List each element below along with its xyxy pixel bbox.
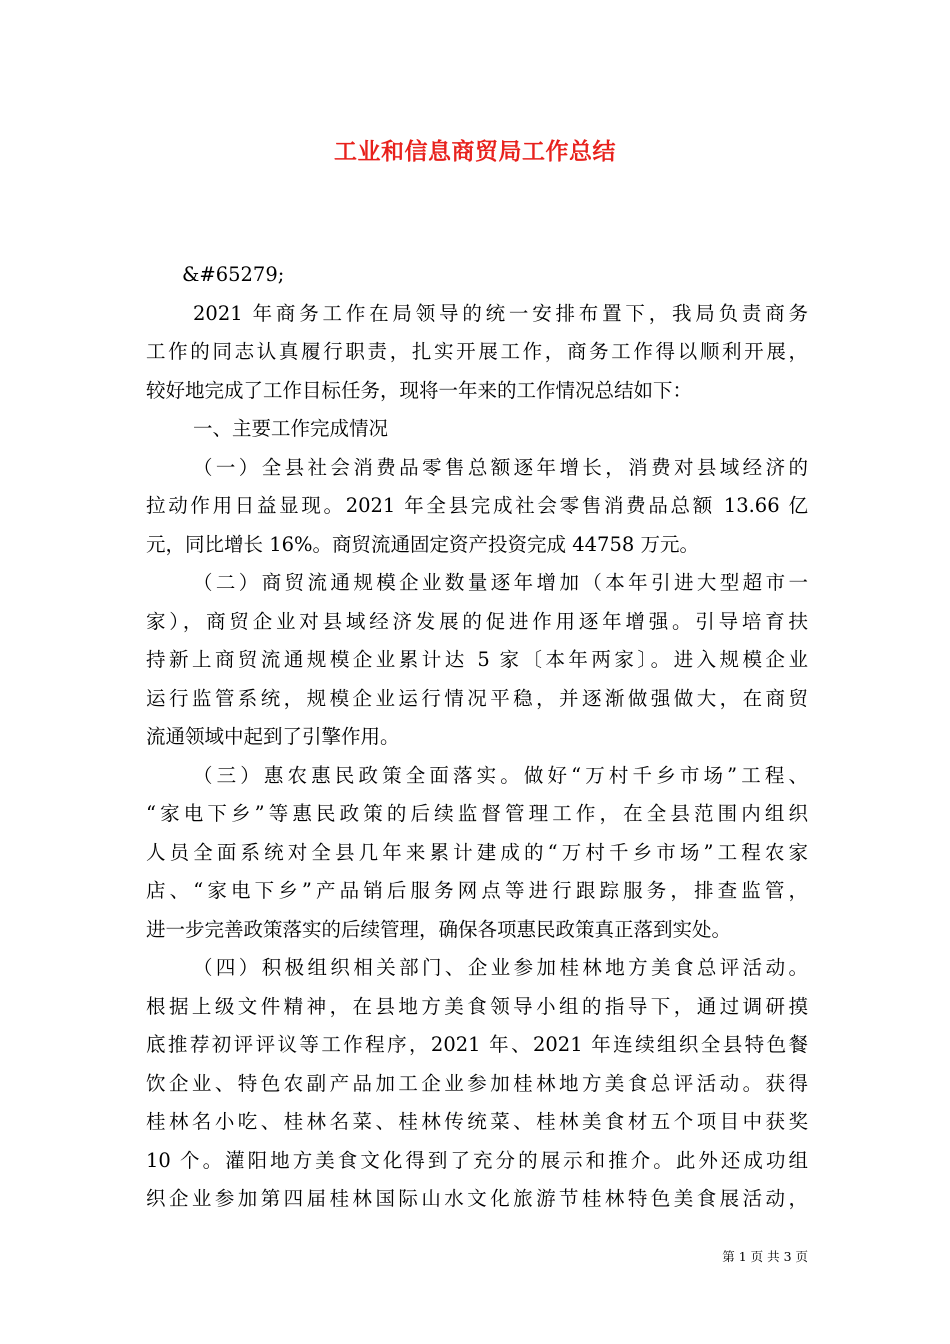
body-line: 2021 年商务工作在局领导的统一安排布置下，我局负责商务 xyxy=(193,301,808,325)
document-title: 工业和信息商贸局工作总结 xyxy=(334,138,616,165)
body-line: 桂林名小吃、桂林名菜、桂林传统菜、桂林美食材五个项目中获奖 xyxy=(146,1110,808,1133)
body-line: “家电下乡”等惠民政策的后续监督管理工作，在全县范围内组织 xyxy=(146,802,808,825)
body-line: 10 个。灌阳地方美食文化得到了充分的展示和推介。此外还成功组 xyxy=(146,1148,808,1172)
body-line: 底推荐初评评议等工作程序，2021 年、2021 年连续组织全县特色餐 xyxy=(146,1033,808,1056)
body-line: 元，同比增长 16%。商贸流通固定资产投资完成 44758 万元。 xyxy=(146,532,699,556)
body-line: &#65279; xyxy=(182,263,285,286)
body-line: 饮企业、特色农副产品加工企业参加桂林地方美食总评活动。获得 xyxy=(146,1071,808,1095)
body-line: 根据上级文件精神，在县地方美食领导小组的指导下，通过调研摸 xyxy=(146,994,808,1018)
section-heading: 一、主要工作完成情况 xyxy=(193,417,389,440)
body-line: 进一步完善政策落实的后续管理，确保各项惠民政策真正落到实处。 xyxy=(146,917,732,941)
body-line: 较好地完成了工作目标任务，现将一年来的工作情况总结如下： xyxy=(146,378,693,402)
body-line: 持新上商贸流通规模企业累计达 5 家〔本年两家〕。进入规模企业 xyxy=(146,648,808,671)
body-line: 拉动作用日益显现。2021 年全县完成社会零售消费品总额 13.66 亿 xyxy=(146,494,808,517)
body-line: （四）积极组织相关部门、企业参加桂林地方美食总评活动。 xyxy=(193,956,808,979)
body-line: （二）商贸流通规模企业数量逐年增加（本年引进大型超市一 xyxy=(193,571,808,594)
body-line: 人员全面系统对全县几年来累计建成的“万村千乡市场”工程农家 xyxy=(146,840,808,864)
page-number: 第 1 页 共 3 页 xyxy=(722,1249,808,1264)
document-body xyxy=(146,256,808,1219)
body-line: 店、“家电下乡”产品销后服务网点等进行跟踪服务，排查监管， xyxy=(146,879,808,902)
body-line: （一）全县社会消费品零售总额逐年增长，消费对县域经济的 xyxy=(193,455,808,479)
body-line: 织企业参加第四届桂林国际山水文化旅游节桂林特色美食展活动， xyxy=(146,1187,808,1210)
body-line: 工作的同志认真履行职责，扎实开展工作，商务工作得以顺利开展， xyxy=(146,340,808,363)
body-line: （三）惠农惠民政策全面落实。做好“万村千乡市场”工程、 xyxy=(193,763,808,787)
body-line: 流通领域中起到了引擎作用。 xyxy=(146,725,400,748)
body-line: 家），商贸企业对县域经济发展的促进作用逐年增强。引导培育扶 xyxy=(146,609,808,633)
body-line: 运行监管系统，规模企业运行情况平稳，并逐渐做强做大，在商贸 xyxy=(146,686,808,710)
